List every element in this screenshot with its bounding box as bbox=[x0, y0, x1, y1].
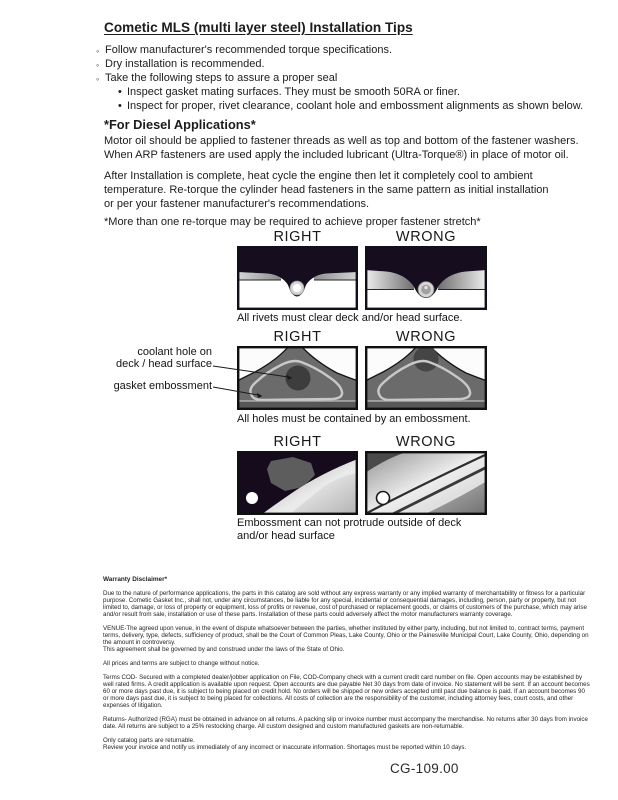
disclaimer-paragraph: Only catalog parts are returnable. bbox=[103, 736, 195, 744]
diesel-heading: *For Diesel Applications* bbox=[104, 117, 256, 132]
coolant-hole-wrong-diagram bbox=[365, 346, 487, 410]
list-item bbox=[96, 72, 596, 86]
protrusion-right-diagram bbox=[237, 451, 358, 515]
paragraph-line: Motor oil should be applied to fastener threads as well as top and bottom of the fastener washers. bbox=[104, 135, 579, 147]
bolt-hole-icon bbox=[377, 492, 390, 505]
tips-list bbox=[96, 44, 596, 114]
disclaimer-paragraph: Review your invoice and notify us immediately of any incorrect or inaccurate information. Shortages must be reported within 10 days. bbox=[103, 743, 467, 751]
wrong-label: WRONG bbox=[395, 229, 457, 245]
list-item bbox=[118, 86, 596, 100]
caption-line: and/or head surface bbox=[237, 529, 335, 542]
rivet-clearance-wrong-diagram bbox=[365, 246, 487, 310]
disclaimer-paragraph: VENUE-The agreed upon venue, in the event of dispute whatsoever between the parties, whether instituted by either party, including, but not limited to, contract terms, payment terms, delivery, type, defects, sufficiency of product, shall be the Court of Common Pleas, Lake County, Ohio or the Painesville Municipal Court, Lake County, Ohio, depending on the amount in controversy. bbox=[103, 624, 589, 647]
caption-line: Embossment can not protrude outside of deck bbox=[237, 517, 462, 529]
gasket-embossment-callout: gasket embossment bbox=[113, 380, 212, 392]
tip-text: Follow manufacturer's recommended torque specifications. bbox=[105, 44, 393, 56]
right-label: RIGHT bbox=[273, 329, 322, 345]
tip-text: Inspect for proper, rivet clearance, coolant hole and embossment alignments as shown below. bbox=[127, 99, 584, 112]
disclaimer-heading: Warranty Disclaimer* bbox=[103, 576, 168, 583]
wrong-label: WRONG bbox=[395, 329, 457, 345]
protrusion-caption bbox=[237, 517, 461, 542]
coolant-hole-icon bbox=[414, 347, 439, 372]
tip-text: Dry installation is recommended. bbox=[105, 58, 265, 70]
disclaimer-paragraph: This agreement shall be governed by and construed under the laws of the State of Ohio. bbox=[103, 646, 345, 654]
list-item bbox=[96, 44, 596, 58]
warranty-disclaimer bbox=[103, 576, 590, 751]
paragraph-line: temperature. Re-torque the cylinder head fasteners in the same pattern as initial installation bbox=[104, 183, 549, 196]
tip-text: Take the following steps to assure a proper seal bbox=[105, 72, 338, 84]
paragraph-line: After Installation is complete, heat cycle the engine then let it completely cool to ambient bbox=[104, 170, 533, 182]
disclaimer-paragraph: Terms COD- Secured with a completed dealer/jobber application on File, COD-Company check with a current credit card number on file. Open accounts may be established by well rated firms. A credit application is available upon request. Open accounts are due payable Net 30 days from date of invoice. No statement will be sent. If an account becomes 60 or more days past due, it is subject to being placed on credit hold. No orders will be shipped or new orders accepted until past due balance is paid. If an account becomes 90 or more days past due, it is subject to being placed for collections. All costs of collection are the responsibility of the customer, including attorney fees, court costs, and other expenses of litigation. bbox=[103, 673, 590, 710]
diesel-paragraph-1 bbox=[104, 135, 579, 163]
diesel-paragraph-2 bbox=[104, 170, 549, 212]
list-item bbox=[118, 100, 596, 114]
embossment-caption: All holes must be contained by an embossment. bbox=[237, 413, 471, 425]
disclaimer-paragraph: Due to the nature of performance applications, the parts in this catalog are sold without any express warranty or any implied warranty of merchantability or fitness for a particular purpose. Cometic Gasket Inc., shall not, under any circumstances, be liable for any special, incidental or consequential damages, including, person, party or property, but not limited to, damage, or loss of property or equipment, loss of profits or revenue, cost of purchased or replacement goods, or claims of customers of the purchase, which may arise and/or result from sale, installation or use of these parts. Installation of these parts could adversely affect the motor manufacturers warranty coverage. bbox=[103, 589, 587, 619]
right-label: RIGHT bbox=[273, 229, 322, 245]
coolant-hole-right-diagram bbox=[237, 346, 358, 410]
rivet-caption: All rivets must clear deck and/or head surface. bbox=[237, 312, 463, 324]
paragraph-line: or per your fastener manufacturer's recommendations. bbox=[104, 197, 369, 210]
right-label: RIGHT bbox=[273, 434, 322, 450]
list-item bbox=[96, 58, 596, 72]
protrusion-wrong-diagram bbox=[365, 451, 487, 515]
bolt-hole-icon bbox=[246, 492, 258, 504]
callout-line: coolant hole on bbox=[137, 346, 212, 358]
disclaimer-paragraph: Returns- Authorized (RGA) must be obtained in advance on all returns. A packing slip or invoice number must accompany the merchandise. No returns after 30 days from invoice date. All returns are subject to a 25% restocking charge. All custom designed and custom manufactured gaskets are non-returnable. bbox=[103, 715, 588, 730]
bullet-circle-icon: ◦ bbox=[96, 60, 100, 70]
coolant-hole-icon bbox=[286, 366, 311, 391]
bullet-circle-icon: ◦ bbox=[96, 46, 100, 56]
tip-text: Inspect gasket mating surfaces. They must be smooth 50RA or finer. bbox=[127, 86, 461, 98]
page-code: CG-109.00 bbox=[390, 761, 459, 776]
coolant-hole-callout bbox=[100, 346, 212, 371]
disclaimer-paragraph: All prices and terms are subject to change without notice. bbox=[103, 659, 260, 667]
wrong-label: WRONG bbox=[395, 434, 457, 450]
bullet-circle-icon: ◦ bbox=[96, 74, 100, 84]
retorque-note: *More than one re-torque may be required to achieve proper fastener stretch* bbox=[104, 216, 481, 228]
callout-line: deck / head surface bbox=[115, 358, 212, 371]
paragraph-line: When ARP fasteners are used apply the included lubricant (Ultra-Torque®) in place of motor oil. bbox=[104, 148, 569, 161]
bullet-dot-icon: • bbox=[118, 86, 122, 98]
bullet-dot-icon: • bbox=[118, 99, 122, 112]
rivet-clearance-right-diagram bbox=[237, 246, 358, 310]
page-title: Cometic MLS (multi layer steel) Installation Tips bbox=[104, 20, 413, 35]
